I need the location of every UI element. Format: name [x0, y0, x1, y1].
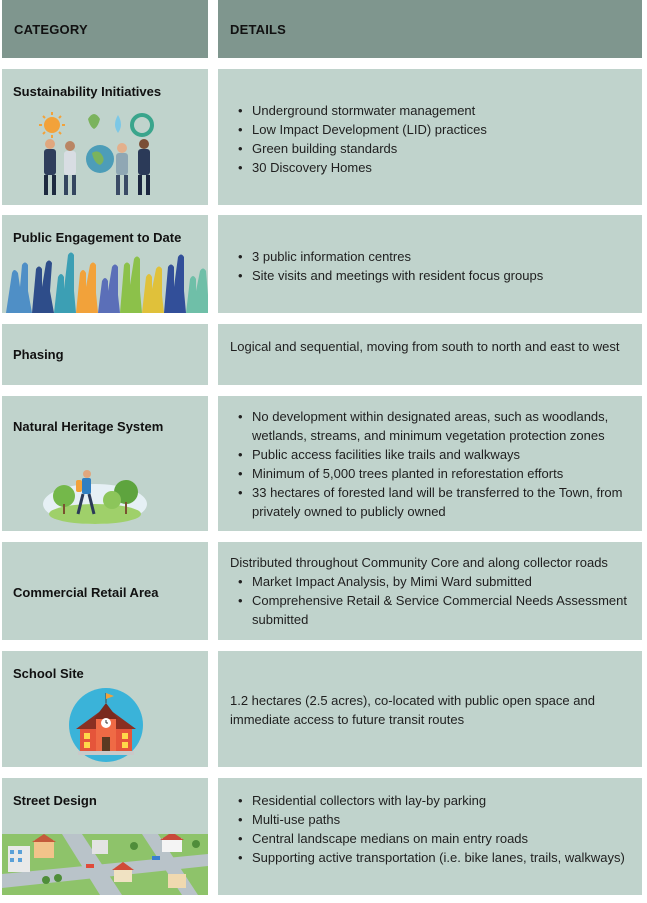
- list-item: • 33 hectares of forested land will be transferred to the Town, from privately owned to publicly owned: [230, 483, 634, 521]
- raised-hands-icon: [2, 251, 208, 313]
- list-item: • Site visits and meetings with resident focus groups: [230, 266, 634, 285]
- details-list: [230, 791, 634, 867]
- people-holding-earth-icon: [38, 111, 160, 197]
- details-list: [230, 572, 634, 629]
- category-title: Sustainability Initiatives: [13, 84, 162, 99]
- table-row: [0, 651, 647, 767]
- details-list: [230, 101, 634, 177]
- list-item: • Green building standards: [230, 139, 634, 158]
- list-item: • Low Impact Development (LID) practices: [230, 120, 634, 139]
- table-row: [0, 215, 647, 313]
- category-title: Public Engagement to Date: [13, 230, 182, 245]
- header-category-cell: [2, 0, 208, 58]
- list-item: • 3 public information centres: [230, 247, 634, 266]
- category-cell: [2, 651, 208, 767]
- category-cell: [2, 69, 208, 205]
- table-header: [0, 0, 647, 58]
- details-cell: [218, 69, 642, 205]
- table-row: [0, 542, 647, 640]
- details-cell: [218, 651, 642, 767]
- category-cell: [2, 324, 208, 385]
- list-item: • Residential collectors with lay-by parking: [230, 791, 634, 810]
- city-street-map-icon: [2, 834, 208, 895]
- details-cell: [218, 542, 642, 640]
- category-title: Street Design: [13, 793, 97, 808]
- category-cell: [2, 542, 208, 640]
- header-category-label: CATEGORY: [14, 22, 88, 37]
- details-cell: [218, 396, 642, 531]
- list-item: • Central landscape medians on main entry roads: [230, 829, 634, 848]
- header-details-cell: [218, 0, 642, 58]
- category-title: Commercial Retail Area: [13, 585, 159, 600]
- details-list: [230, 247, 634, 285]
- details-list: [230, 407, 634, 521]
- table-row: [0, 396, 647, 531]
- list-item: • Public access facilities like trails and walkways: [230, 445, 634, 464]
- hiker-in-forest-icon: [42, 470, 148, 524]
- list-item: • Minimum of 5,000 trees planted in reforestation efforts: [230, 464, 634, 483]
- details-text: Logical and sequential, moving from south to north and east to west: [230, 339, 620, 354]
- details-cell: [218, 324, 642, 385]
- list-item: • Multi-use paths: [230, 810, 634, 829]
- category-title: Phasing: [13, 347, 64, 362]
- list-item: • 30 Discovery Homes: [230, 158, 634, 177]
- category-cell: [2, 215, 208, 313]
- details-text: 1.2 hectares (2.5 acres), co-located with public open space and immediate access to future transit routes: [230, 693, 595, 727]
- list-item: • No development within designated areas, such as woodlands, wetlands, streams, and minimum vegetation protection zones: [230, 407, 634, 445]
- category-title: School Site: [13, 666, 84, 681]
- table-row: [0, 69, 647, 205]
- details-cell: [218, 778, 642, 895]
- category-cell: [2, 396, 208, 531]
- list-item: • Comprehensive Retail & Service Commercial Needs Assessment submitted: [230, 591, 634, 629]
- school-building-icon: [68, 687, 144, 763]
- category-title: Natural Heritage System: [13, 419, 164, 434]
- list-item: • Supporting active transportation (i.e. bike lanes, trails, walkways): [230, 848, 634, 867]
- table-row: [0, 778, 647, 895]
- details-cell: [218, 215, 642, 313]
- table-row: [0, 324, 647, 385]
- list-item: • Market Impact Analysis, by Mimi Ward submitted: [230, 572, 634, 591]
- details-text: Distributed throughout Community Core and along collector roads: [230, 555, 608, 570]
- category-cell: [2, 778, 208, 895]
- list-item: • Underground stormwater management: [230, 101, 634, 120]
- header-details-label: DETAILS: [230, 22, 287, 37]
